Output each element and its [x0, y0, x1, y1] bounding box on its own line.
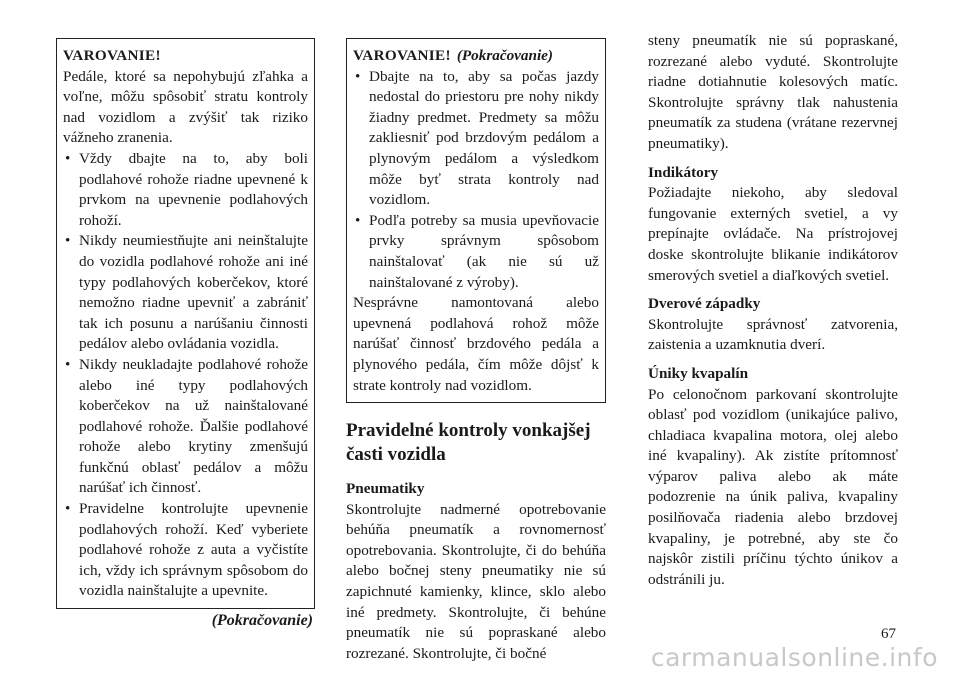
continued-label: (Pokračovanie): [211, 612, 313, 630]
subsection-title-tires: Pneumatiky: [346, 480, 425, 498]
section-indicators: [648, 163, 898, 287]
list-item: • Nikdy neumiestňujte ani neinštalujte do vozidla podlahové rohože ani iné typy podlahových koberčekov, ktoré nemožno riadne upevniť a zabrániť tak ich posunu a narúšaniu činnosti pedálov alebo ovládania vozidla.: [63, 231, 308, 355]
warning-list: [63, 149, 308, 602]
list-item: • Vždy dbajte na to, aby boli podlahové rohože riadne upevnené k prvkom na upevnenie podlahových rohoží.: [63, 149, 308, 231]
continued-label: (Pokračovanie): [456, 47, 553, 64]
list-item: • Dbajte na to, aby sa počas jazdy nedostal do priestoru pre nohy nikdy žiadny predmet. Predmety sa môžu zakliesniť pod brzdovým pedálom a plynovým pedálom a výsledkom môže byť strata kontroly nad vozidlom.: [353, 67, 599, 211]
section-door-latches: [648, 294, 898, 356]
tires-paragraph-continued: steny pneumatík nie sú popraskané, rozrezané alebo vyduté. Skontrolujte riadne dotiahnutie kolesových matíc. Skontrolujte správny tlak nahustenia pneumatík za studena (vrátane rezervnej pneumatiky).: [648, 32, 898, 152]
list-item: • Nikdy neukladajte podlahové rohože alebo iné typy podlahových koberčekov na už nainštalované podlahové rohože. Ďalšie podlahové rohože alebo krytiny zmenšujú funkčnú oblasť pedálov a môžu narúšať ich činnosť.: [63, 355, 308, 499]
column-right: [648, 31, 898, 598]
section-fluid-leaks: [648, 364, 898, 591]
watermark: carmanualsonline.info: [650, 643, 938, 672]
subsection-text: Skontrolujte správnosť zatvorenia, zaistenia a uzamknutia dverí.: [648, 315, 898, 354]
column-middle: [346, 38, 606, 664]
warning-list: [353, 67, 599, 294]
warning-intro: Pedále, ktoré sa nepohybujú zľahka a voľne, môžu spôsobiť stratu kontroly nad vozidlom a zvýšiť tak riziko vážneho zranenia.: [63, 67, 308, 147]
subsection-title: Dverové západky: [648, 295, 761, 313]
subsection-text: Požiadajte niekoho, aby sledoval fungovanie externých svetiel, a vy prepínajte ovládače. Na prístrojovej doske skontrolujte blikanie indikátorov smerových svetiel a diaľkových svetiel.: [648, 184, 898, 284]
subsection-title: Indikátory: [648, 163, 719, 181]
column-left: [56, 38, 315, 632]
warning-box: [56, 38, 315, 609]
section-heading: Pravidelné kontroly vonkajšej časti vozidla: [346, 420, 591, 466]
warning-box-continued: [346, 38, 606, 403]
subsection-text: Po celonočnom parkovaní skontrolujte oblasť pod vozidlom (unikajúce palivo, chladiaca kvapalina motora, olej alebo iné kvapaliny). Ak zistíte prítomnosť výparov paliva alebo ak máte podozrenie na únik paliva, kvapaliny posilňovača riadenia alebo brzdovej kvapaliny, je potrebné, aby ste čo najskôr zistili príčinu týchto únikov a odstránili ju.: [648, 385, 898, 588]
warning-title: VAROVANIE!: [353, 47, 451, 64]
list-item: • Podľa potreby sa musia upevňovacie prvky správnym spôsobom nainštalovať (ak nie sú už nainštalované z výroby).: [353, 211, 599, 293]
tires-paragraph: Skontrolujte nadmerné opotrebovanie behúňa pneumatík a rovnomernosť opotrebovania. Skontrolujte, či do behúňa alebo bočnej steny pneumatiky nie sú zapichnuté kamienky, klince, sklo alebo iné predmety. Skontrolujte, či behúne pneumatík nie sú popraskané alebo rozrezané. Skontrolujte, či bočné: [346, 500, 606, 662]
warning-title: VAROVANIE!: [63, 47, 161, 64]
warning-closing: Nesprávne namontovaná alebo upevnená podlahová rohož môže narúšať činnosť brzdového pedála a plynového pedála, čím môže dôjsť k strate kontroly nad vozidlom.: [353, 294, 599, 394]
subsection-title: Úniky kvapalín: [648, 364, 749, 382]
page-number: 67: [881, 626, 896, 642]
list-item: • Pravidelne kontrolujte upevnenie podlahových rohoží. Keď vyberiete podlahové rohože z auta a vyčistíte ich, vždy ich správnym spôsobom do vozidla nainštalujte a upevnite.: [63, 499, 308, 602]
